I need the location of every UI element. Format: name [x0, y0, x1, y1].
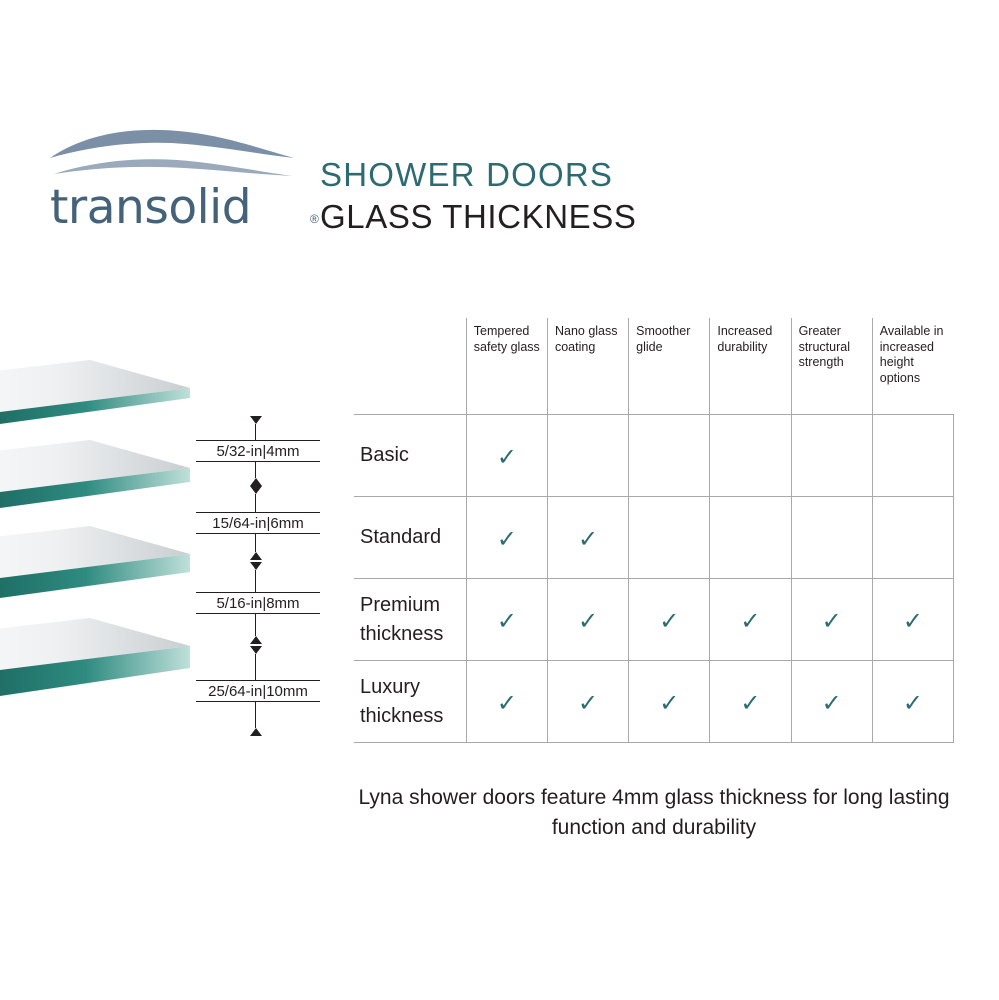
cell-luxury-increased-durability [710, 661, 791, 743]
column-header-increased-durability: Increased durability [710, 318, 791, 415]
cell-basic-increased-durability [710, 415, 791, 497]
table-header-row [354, 318, 954, 415]
dimension-text-10mm: 25/64-in|10mm [208, 683, 308, 700]
row-label-basic: Basic [354, 415, 466, 497]
cell-standard-increased-height-options [872, 497, 953, 579]
glass-panel-8mm [0, 526, 190, 598]
cell-basic-nano-glass-coating [547, 415, 628, 497]
cell-standard-smoother-glide [629, 497, 710, 579]
glass-panel-4mm [0, 360, 190, 424]
brand-registered-mark: ® [310, 212, 319, 226]
glass-panel-10mm [0, 618, 190, 696]
brand-swoosh-icon [48, 120, 298, 180]
dimension-arrow-10mm [247, 646, 269, 680]
check-icon: ✓ [740, 689, 761, 717]
check-icon: ✓ [659, 607, 680, 635]
cell-basic-tempered-safety-glass [466, 415, 547, 497]
dimension-arrow-10mm-lower [247, 702, 269, 736]
cell-luxury-increased-height-options [872, 661, 953, 743]
dimension-text-8mm: 5/16-in|8mm [216, 595, 300, 612]
cell-basic-smoother-glide [629, 415, 710, 497]
dimension-arrow-4mm [247, 416, 269, 440]
table-row [354, 497, 954, 579]
check-icon: ✓ [496, 607, 517, 635]
cell-basic-greater-structural-strength [791, 415, 872, 497]
cell-standard-increased-durability [710, 497, 791, 579]
cell-premium-tempered-safety-glass [466, 579, 547, 661]
check-icon: ✓ [578, 607, 599, 635]
check-icon: ✓ [578, 525, 599, 553]
check-icon: ✓ [821, 607, 842, 635]
table-corner-cell [354, 318, 466, 415]
column-header-greater-structural-strength: Greater structural strength [791, 318, 872, 415]
table-row [354, 415, 954, 497]
cell-premium-increased-height-options [872, 579, 953, 661]
check-icon: ✓ [902, 607, 923, 635]
table-row [354, 579, 954, 661]
page-title [320, 155, 840, 239]
dimension-label-6mm [196, 512, 320, 534]
check-icon: ✓ [578, 689, 599, 717]
dimension-label-8mm [196, 592, 320, 614]
check-icon: ✓ [659, 689, 680, 717]
dimension-arrow-4mm-lower [247, 462, 269, 486]
cell-premium-nano-glass-coating [547, 579, 628, 661]
dimension-label-4mm [196, 440, 320, 462]
cell-luxury-nano-glass-coating [547, 661, 628, 743]
glass-panel-6mm [0, 440, 190, 508]
check-icon: ✓ [496, 443, 517, 471]
row-label-luxury-thickness: Luxury thickness [354, 661, 466, 743]
column-header-smoother-glide: Smoother glide [629, 318, 710, 415]
dimension-text-6mm: 15/64-in|6mm [212, 515, 304, 532]
column-header-nano-glass-coating: Nano glass coating [547, 318, 628, 415]
column-header-available-in-increased-height-options: Available in increased height options [872, 318, 953, 415]
dimension-arrow-6mm-lower [247, 534, 269, 560]
brand-logo [48, 120, 319, 250]
cell-luxury-tempered-safety-glass [466, 661, 547, 743]
dimension-arrow-8mm [247, 562, 269, 592]
dimension-arrow-6mm [247, 486, 269, 512]
cell-standard-nano-glass-coating [547, 497, 628, 579]
column-header-tempered-safety-glass: Tempered safety glass [466, 318, 547, 415]
check-icon: ✓ [496, 689, 517, 717]
cell-standard-tempered-safety-glass [466, 497, 547, 579]
cell-premium-smoother-glide [629, 579, 710, 661]
row-label-premium-thickness: Premium thickness [354, 579, 466, 661]
cell-luxury-greater-structural-strength [791, 661, 872, 743]
table-row [354, 661, 954, 743]
dimension-label-10mm [196, 680, 320, 702]
check-icon: ✓ [740, 607, 761, 635]
brand-wordmark: transolid [50, 180, 252, 235]
check-icon: ✓ [496, 525, 517, 553]
cell-luxury-smoother-glide [629, 661, 710, 743]
page-title-line2: GLASS THICKNESS [320, 197, 637, 235]
check-icon: ✓ [821, 689, 842, 717]
dimension-text-4mm: 5/32-in|4mm [216, 443, 300, 460]
cell-premium-increased-durability [710, 579, 791, 661]
row-label-standard: Standard [354, 497, 466, 579]
page-title-line1: SHOWER DOORS [320, 156, 614, 193]
dimension-arrow-8mm-lower [247, 614, 269, 644]
check-icon: ✓ [902, 689, 923, 717]
glass-feature-table [354, 318, 954, 743]
cell-basic-increased-height-options [872, 415, 953, 497]
caption-text: Lyna shower doors feature 4mm glass thickness for long lasting function and durability [358, 786, 950, 840]
cell-standard-greater-structural-strength [791, 497, 872, 579]
cell-premium-greater-structural-strength [791, 579, 872, 661]
